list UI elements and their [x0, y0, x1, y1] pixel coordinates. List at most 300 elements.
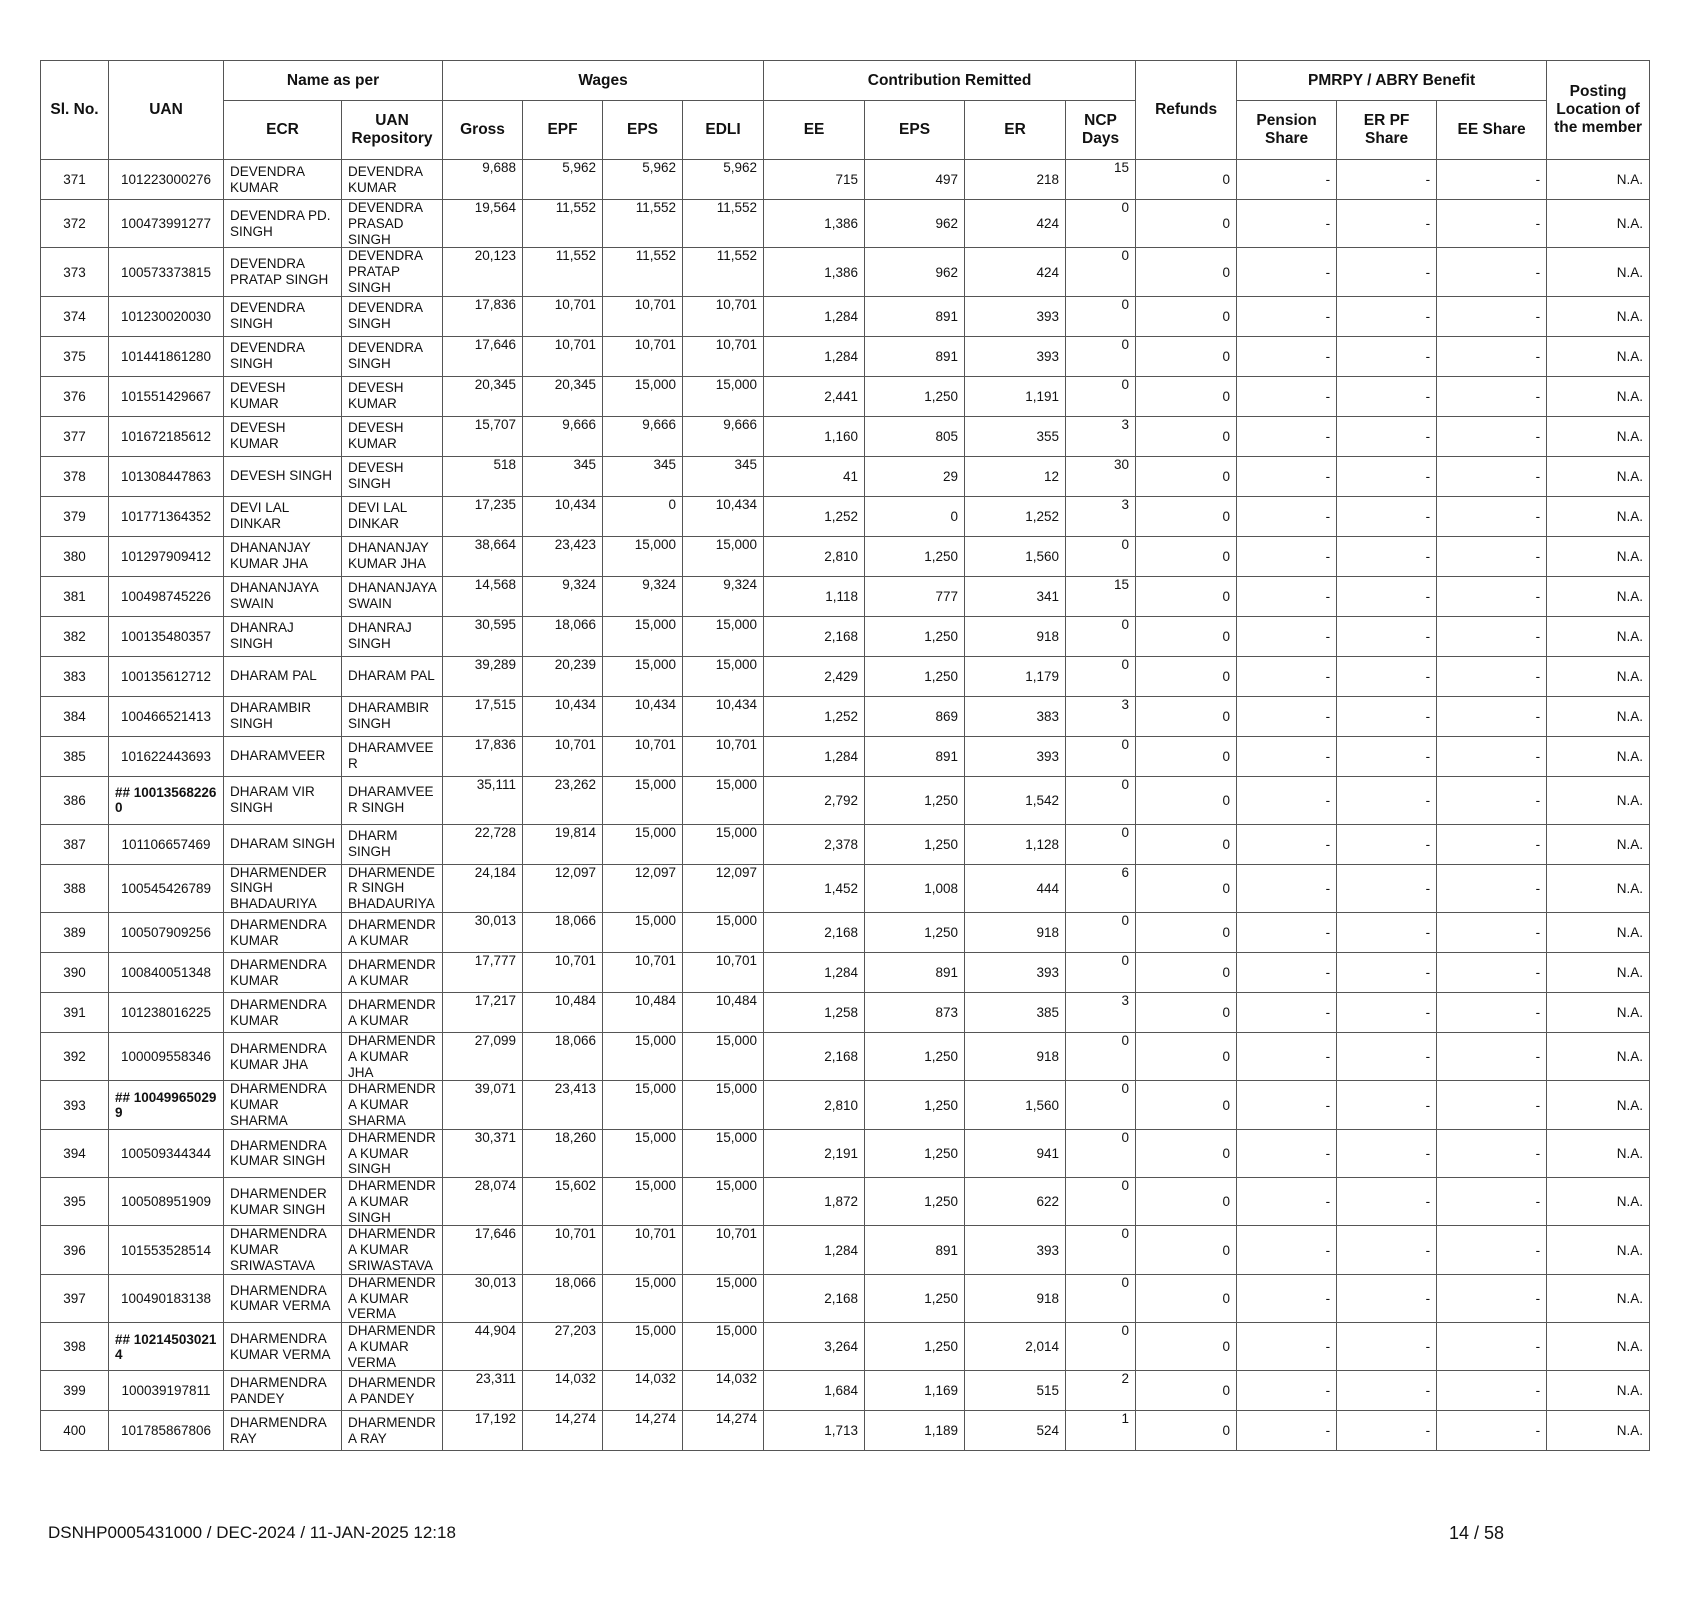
- cell-ncp-days: 0: [1066, 736, 1136, 776]
- cell-refunds: 0: [1136, 1411, 1237, 1451]
- cell-sl-no: 394: [41, 1129, 109, 1177]
- cell-er: 1,252: [965, 496, 1066, 536]
- cell-ee: 2,168: [764, 1033, 865, 1081]
- cell-contribution-eps: 891: [865, 1226, 965, 1274]
- cell-posting-location: N.A.: [1547, 496, 1650, 536]
- cell-gross: 518: [443, 456, 523, 496]
- cell-pension-share: -: [1237, 536, 1337, 576]
- cell-eps: 10,701: [603, 296, 683, 336]
- cell-posting-location: N.A.: [1547, 536, 1650, 576]
- cell-gross: 35,111: [443, 776, 523, 824]
- cell-contribution-eps: 1,169: [865, 1371, 965, 1411]
- cell-gross: 39,289: [443, 656, 523, 696]
- cell-sl-no: 377: [41, 416, 109, 456]
- cell-posting-location: N.A.: [1547, 736, 1650, 776]
- table-row: [41, 1274, 1650, 1322]
- cell-edli: 10,701: [683, 296, 764, 336]
- cell-er-pf-share: -: [1337, 1274, 1437, 1322]
- cell-uan: 100135480357: [109, 616, 224, 656]
- cell-sl-no: 397: [41, 1274, 109, 1322]
- table-row: [41, 1226, 1650, 1274]
- cell-ncp-days: 0: [1066, 656, 1136, 696]
- cell-eps: 15,000: [603, 376, 683, 416]
- cell-uan-repository-name: DEVENDRA PRATAP SINGH: [342, 248, 443, 296]
- cell-edli: 15,000: [683, 913, 764, 953]
- cell-ecr-name: DHANRAJ SINGH: [224, 616, 342, 656]
- cell-er: 12: [965, 456, 1066, 496]
- cell-ncp-days: 0: [1066, 376, 1136, 416]
- cell-er: 1,179: [965, 656, 1066, 696]
- cell-er: 385: [965, 993, 1066, 1033]
- cell-posting-location: N.A.: [1547, 953, 1650, 993]
- cell-ncp-days: 0: [1066, 1274, 1136, 1322]
- cell-uan-repository-name: DEVENDRA SINGH: [342, 296, 443, 336]
- cell-er-pf-share: -: [1337, 416, 1437, 456]
- cell-uan-repository-name: DHARMENDE R SINGH BHADAURIYA: [342, 864, 443, 912]
- table-body: [41, 160, 1650, 1451]
- cell-uan: 101622443693: [109, 736, 224, 776]
- cell-ncp-days: 0: [1066, 776, 1136, 824]
- cell-uan: 101223000276: [109, 160, 224, 200]
- cell-er: 622: [965, 1178, 1066, 1226]
- cell-edli: 10,701: [683, 336, 764, 376]
- cell-sl-no: 384: [41, 696, 109, 736]
- cell-gross: 27,099: [443, 1033, 523, 1081]
- cell-epf: 19,814: [523, 824, 603, 864]
- cell-eps: 14,032: [603, 1371, 683, 1411]
- cell-contribution-eps: 805: [865, 416, 965, 456]
- cell-uan-repository-name: DHARAMBIR SINGH: [342, 696, 443, 736]
- cell-gross: 44,904: [443, 1323, 523, 1371]
- header-name-as-per: Name as per: [224, 61, 443, 101]
- cell-ee-share: -: [1437, 824, 1547, 864]
- cell-pension-share: -: [1237, 736, 1337, 776]
- cell-pension-share: -: [1237, 248, 1337, 296]
- cell-er: 918: [965, 1274, 1066, 1322]
- cell-epf: 10,434: [523, 696, 603, 736]
- cell-er-pf-share: -: [1337, 1178, 1437, 1226]
- cell-ncp-days: 0: [1066, 200, 1136, 248]
- cell-posting-location: N.A.: [1547, 1178, 1650, 1226]
- table-row: [41, 376, 1650, 416]
- cell-ee-share: -: [1437, 160, 1547, 200]
- cell-ncp-days: 0: [1066, 953, 1136, 993]
- cell-pension-share: -: [1237, 160, 1337, 200]
- cell-ecr-name: DHARAMVEER: [224, 736, 342, 776]
- table-row: [41, 864, 1650, 912]
- cell-uan: 100473991277: [109, 200, 224, 248]
- header-pmrpy-abry: PMRPY / ABRY Benefit: [1237, 61, 1547, 101]
- cell-ee: 2,810: [764, 536, 865, 576]
- cell-epf: 15,602: [523, 1178, 603, 1226]
- cell-ecr-name: DHARMENDRA KUMAR SINGH: [224, 1129, 342, 1177]
- cell-eps: 15,000: [603, 1178, 683, 1226]
- cell-ee-share: -: [1437, 696, 1547, 736]
- cell-gross: 14,568: [443, 576, 523, 616]
- cell-gross: 17,836: [443, 296, 523, 336]
- cell-eps: 9,666: [603, 416, 683, 456]
- cell-sl-no: 393: [41, 1081, 109, 1129]
- cell-er: 1,191: [965, 376, 1066, 416]
- cell-eps: 10,701: [603, 736, 683, 776]
- cell-ee: 1,684: [764, 1371, 865, 1411]
- cell-uan: ## 10049965029 9: [109, 1081, 224, 1129]
- cell-er: 393: [965, 953, 1066, 993]
- cell-ecr-name: DEVENDRA SINGH: [224, 336, 342, 376]
- cell-posting-location: N.A.: [1547, 1226, 1650, 1274]
- header-edli: EDLI: [683, 101, 764, 160]
- cell-gross: 28,074: [443, 1178, 523, 1226]
- header-gross: Gross: [443, 101, 523, 160]
- cell-posting-location: N.A.: [1547, 376, 1650, 416]
- cell-gross: 17,836: [443, 736, 523, 776]
- cell-edli: 15,000: [683, 1178, 764, 1226]
- cell-sl-no: 388: [41, 864, 109, 912]
- cell-ecr-name: DEVESH KUMAR: [224, 376, 342, 416]
- cell-eps: 15,000: [603, 1081, 683, 1129]
- cell-er-pf-share: -: [1337, 656, 1437, 696]
- cell-ee-share: -: [1437, 616, 1547, 656]
- cell-gross: 30,013: [443, 1274, 523, 1322]
- cell-uan: 100545426789: [109, 864, 224, 912]
- cell-eps: 15,000: [603, 1274, 683, 1322]
- cell-posting-location: N.A.: [1547, 1323, 1650, 1371]
- cell-epf: 11,552: [523, 200, 603, 248]
- cell-edli: 10,701: [683, 736, 764, 776]
- header-er-pf-share: ER PF Share: [1337, 101, 1437, 160]
- cell-epf: 9,666: [523, 416, 603, 456]
- cell-ee: 2,792: [764, 776, 865, 824]
- cell-er: 1,560: [965, 536, 1066, 576]
- cell-ee: 2,810: [764, 1081, 865, 1129]
- cell-pension-share: -: [1237, 456, 1337, 496]
- cell-ecr-name: DHARMENDRA PANDEY: [224, 1371, 342, 1411]
- cell-er-pf-share: -: [1337, 913, 1437, 953]
- cell-sl-no: 398: [41, 1323, 109, 1371]
- header-wages: Wages: [443, 61, 764, 101]
- cell-epf: 20,239: [523, 656, 603, 696]
- cell-epf: 10,701: [523, 736, 603, 776]
- cell-pension-share: -: [1237, 376, 1337, 416]
- cell-er-pf-share: -: [1337, 1033, 1437, 1081]
- cell-gross: 38,664: [443, 536, 523, 576]
- cell-posting-location: N.A.: [1547, 1129, 1650, 1177]
- cell-uan: 101771364352: [109, 496, 224, 536]
- cell-gross: 24,184: [443, 864, 523, 912]
- cell-ecr-name: DEVENDRA PD. SINGH: [224, 200, 342, 248]
- cell-ee: 3,264: [764, 1323, 865, 1371]
- cell-pension-share: -: [1237, 296, 1337, 336]
- cell-refunds: 0: [1136, 864, 1237, 912]
- cell-sl-no: 387: [41, 824, 109, 864]
- cell-ee: 715: [764, 160, 865, 200]
- cell-edli: 15,000: [683, 536, 764, 576]
- cell-refunds: 0: [1136, 200, 1237, 248]
- cell-er-pf-share: -: [1337, 456, 1437, 496]
- cell-refunds: 0: [1136, 1274, 1237, 1322]
- cell-uan-repository-name: DHARMENDR A KUMAR SHARMA: [342, 1081, 443, 1129]
- cell-ncp-days: 3: [1066, 993, 1136, 1033]
- cell-sl-no: 378: [41, 456, 109, 496]
- cell-gross: 20,345: [443, 376, 523, 416]
- cell-er: 444: [965, 864, 1066, 912]
- cell-uan: ## 10214503021 4: [109, 1323, 224, 1371]
- cell-uan: 100490183138: [109, 1274, 224, 1322]
- cell-refunds: 0: [1136, 993, 1237, 1033]
- cell-ecr-name: DHANANJAY KUMAR JHA: [224, 536, 342, 576]
- cell-er: 515: [965, 1371, 1066, 1411]
- cell-posting-location: N.A.: [1547, 913, 1650, 953]
- cell-posting-location: N.A.: [1547, 200, 1650, 248]
- cell-gross: 17,646: [443, 336, 523, 376]
- header-epf: EPF: [523, 101, 603, 160]
- cell-epf: 20,345: [523, 376, 603, 416]
- cell-gross: 22,728: [443, 824, 523, 864]
- header-posting-location: Posting Location of the member: [1547, 61, 1650, 160]
- cell-er-pf-share: -: [1337, 536, 1437, 576]
- cell-ee-share: -: [1437, 1129, 1547, 1177]
- cell-refunds: 0: [1136, 913, 1237, 953]
- cell-epf: 23,262: [523, 776, 603, 824]
- cell-refunds: 0: [1136, 1323, 1237, 1371]
- cell-contribution-eps: 0: [865, 496, 965, 536]
- table-row: [41, 776, 1650, 824]
- cell-pension-share: -: [1237, 1081, 1337, 1129]
- cell-sl-no: 381: [41, 576, 109, 616]
- header-pension-share: Pension Share: [1237, 101, 1337, 160]
- table-row: [41, 1371, 1650, 1411]
- cell-contribution-eps: 873: [865, 993, 965, 1033]
- cell-ee-share: -: [1437, 736, 1547, 776]
- cell-ee: 1,386: [764, 200, 865, 248]
- cell-er-pf-share: -: [1337, 776, 1437, 824]
- cell-epf: 10,701: [523, 1226, 603, 1274]
- cell-uan: 101553528514: [109, 1226, 224, 1274]
- cell-pension-share: -: [1237, 1411, 1337, 1451]
- cell-edli: 9,324: [683, 576, 764, 616]
- table-row: [41, 616, 1650, 656]
- table-row: [41, 1411, 1650, 1451]
- cell-pension-share: -: [1237, 824, 1337, 864]
- cell-epf: 14,032: [523, 1371, 603, 1411]
- cell-ecr-name: DHARMENDRA KUMAR: [224, 953, 342, 993]
- cell-refunds: 0: [1136, 953, 1237, 993]
- cell-ncp-days: 30: [1066, 456, 1136, 496]
- cell-contribution-eps: 1,008: [865, 864, 965, 912]
- cell-uan-repository-name: DHARMENDR A KUMAR VERMA: [342, 1274, 443, 1322]
- cell-ee-share: -: [1437, 913, 1547, 953]
- cell-sl-no: 389: [41, 913, 109, 953]
- cell-pension-share: -: [1237, 1323, 1337, 1371]
- cell-refunds: 0: [1136, 824, 1237, 864]
- cell-er-pf-share: -: [1337, 1081, 1437, 1129]
- cell-ee: 2,168: [764, 913, 865, 953]
- cell-pension-share: -: [1237, 1226, 1337, 1274]
- cell-contribution-eps: 1,250: [865, 1129, 965, 1177]
- cell-gross: 17,646: [443, 1226, 523, 1274]
- cell-ee: 1,252: [764, 496, 865, 536]
- cell-pension-share: -: [1237, 953, 1337, 993]
- cell-uan: 100135612712: [109, 656, 224, 696]
- cell-epf: 10,484: [523, 993, 603, 1033]
- cell-posting-location: N.A.: [1547, 776, 1650, 824]
- cell-uan: 100498745226: [109, 576, 224, 616]
- cell-eps: 15,000: [603, 1323, 683, 1371]
- cell-sl-no: 374: [41, 296, 109, 336]
- cell-er: 393: [965, 296, 1066, 336]
- cell-eps: 9,324: [603, 576, 683, 616]
- cell-gross: 20,123: [443, 248, 523, 296]
- cell-er-pf-share: -: [1337, 296, 1437, 336]
- cell-contribution-eps: 1,250: [865, 1323, 965, 1371]
- cell-er-pf-share: -: [1337, 824, 1437, 864]
- cell-refunds: 0: [1136, 1371, 1237, 1411]
- cell-ee-share: -: [1437, 1033, 1547, 1081]
- cell-uan: 100509344344: [109, 1129, 224, 1177]
- cell-refunds: 0: [1136, 1178, 1237, 1226]
- cell-sl-no: 399: [41, 1371, 109, 1411]
- cell-sl-no: 386: [41, 776, 109, 824]
- cell-pension-share: -: [1237, 200, 1337, 248]
- footer-page-number: 14 / 58: [1449, 1523, 1505, 1543]
- cell-ecr-name: DHARAMBIR SINGH: [224, 696, 342, 736]
- cell-eps: 345: [603, 456, 683, 496]
- cell-uan-repository-name: DHARMENDR A KUMAR SINGH: [342, 1129, 443, 1177]
- cell-ecr-name: DHARMENDRA KUMAR JHA: [224, 1033, 342, 1081]
- cell-gross: 19,564: [443, 200, 523, 248]
- cell-uan: 101238016225: [109, 993, 224, 1033]
- cell-er: 393: [965, 336, 1066, 376]
- cell-sl-no: 395: [41, 1178, 109, 1226]
- cell-uan-repository-name: DEVENDRA PRASAD SINGH: [342, 200, 443, 248]
- cell-contribution-eps: 891: [865, 736, 965, 776]
- cell-posting-location: N.A.: [1547, 864, 1650, 912]
- cell-ee: 1,118: [764, 576, 865, 616]
- cell-epf: 10,701: [523, 296, 603, 336]
- cell-contribution-eps: 497: [865, 160, 965, 200]
- cell-ee-share: -: [1437, 1081, 1547, 1129]
- cell-edli: 15,000: [683, 1274, 764, 1322]
- cell-sl-no: 400: [41, 1411, 109, 1451]
- cell-ee: 2,168: [764, 1274, 865, 1322]
- cell-epf: 10,701: [523, 953, 603, 993]
- cell-edli: 15,000: [683, 824, 764, 864]
- cell-ee-share: -: [1437, 776, 1547, 824]
- cell-er-pf-share: -: [1337, 160, 1437, 200]
- cell-ee: 1,252: [764, 696, 865, 736]
- cell-eps: 10,701: [603, 1226, 683, 1274]
- cell-contribution-eps: 1,250: [865, 1081, 965, 1129]
- cell-contribution-eps: 1,250: [865, 656, 965, 696]
- cell-uan: 100573373815: [109, 248, 224, 296]
- cell-ee: 1,284: [764, 736, 865, 776]
- cell-ncp-days: 0: [1066, 616, 1136, 656]
- cell-posting-location: N.A.: [1547, 336, 1650, 376]
- cell-pension-share: -: [1237, 496, 1337, 536]
- cell-pension-share: -: [1237, 576, 1337, 616]
- cell-refunds: 0: [1136, 656, 1237, 696]
- cell-refunds: 0: [1136, 576, 1237, 616]
- cell-uan-repository-name: DEVESH KUMAR: [342, 376, 443, 416]
- cell-er: 524: [965, 1411, 1066, 1451]
- cell-ee: 2,378: [764, 824, 865, 864]
- cell-refunds: 0: [1136, 1129, 1237, 1177]
- cell-sl-no: 371: [41, 160, 109, 200]
- cell-uan: 100039197811: [109, 1371, 224, 1411]
- cell-uan-repository-name: DHARAM PAL: [342, 656, 443, 696]
- table-row: [41, 200, 1650, 248]
- cell-edli: 15,000: [683, 1129, 764, 1177]
- cell-posting-location: N.A.: [1547, 696, 1650, 736]
- cell-pension-share: -: [1237, 864, 1337, 912]
- cell-ecr-name: DEVESH KUMAR: [224, 416, 342, 456]
- cell-eps: 15,000: [603, 1033, 683, 1081]
- cell-ee: 1,284: [764, 296, 865, 336]
- cell-eps: 10,701: [603, 336, 683, 376]
- cell-ee-share: -: [1437, 336, 1547, 376]
- header-contribution-eps: EPS: [865, 101, 965, 160]
- cell-epf: 11,552: [523, 248, 603, 296]
- cell-uan-repository-name: DHARMENDR A KUMAR: [342, 913, 443, 953]
- cell-eps: 15,000: [603, 536, 683, 576]
- cell-eps: 12,097: [603, 864, 683, 912]
- cell-er: 393: [965, 1226, 1066, 1274]
- cell-posting-location: N.A.: [1547, 456, 1650, 496]
- cell-er-pf-share: -: [1337, 953, 1437, 993]
- table-row: [41, 1323, 1650, 1371]
- cell-ncp-days: 0: [1066, 296, 1136, 336]
- cell-posting-location: N.A.: [1547, 160, 1650, 200]
- cell-ee: 1,284: [764, 953, 865, 993]
- cell-pension-share: -: [1237, 336, 1337, 376]
- header-uan: UAN: [109, 61, 224, 160]
- cell-er: 918: [965, 913, 1066, 953]
- cell-posting-location: N.A.: [1547, 656, 1650, 696]
- cell-edli: 12,097: [683, 864, 764, 912]
- cell-eps: 14,274: [603, 1411, 683, 1451]
- cell-refunds: 0: [1136, 1033, 1237, 1081]
- cell-contribution-eps: 1,250: [865, 913, 965, 953]
- cell-ecr-name: DHARAM VIR SINGH: [224, 776, 342, 824]
- cell-uan-repository-name: DHANANJAY KUMAR JHA: [342, 536, 443, 576]
- cell-er-pf-share: -: [1337, 200, 1437, 248]
- cell-ee: 1,713: [764, 1411, 865, 1451]
- cell-uan-repository-name: DEVENDRA SINGH: [342, 336, 443, 376]
- cell-ncp-days: 0: [1066, 248, 1136, 296]
- cell-gross: 30,013: [443, 913, 523, 953]
- cell-refunds: 0: [1136, 296, 1237, 336]
- cell-ee-share: -: [1437, 576, 1547, 616]
- cell-uan: 101785867806: [109, 1411, 224, 1451]
- cell-er-pf-share: -: [1337, 496, 1437, 536]
- cell-ee: 2,429: [764, 656, 865, 696]
- cell-uan: 101441861280: [109, 336, 224, 376]
- cell-refunds: 0: [1136, 696, 1237, 736]
- header-refunds: Refunds: [1136, 61, 1237, 160]
- header-ee: EE: [764, 101, 865, 160]
- cell-edli: 15,000: [683, 1081, 764, 1129]
- cell-ecr-name: DHARMENDRA KUMAR VERMA: [224, 1323, 342, 1371]
- cell-ee: 1,386: [764, 248, 865, 296]
- header-sl-no: Sl. No.: [41, 61, 109, 160]
- cell-ncp-days: 1: [1066, 1411, 1136, 1451]
- cell-ncp-days: 15: [1066, 576, 1136, 616]
- cell-ecr-name: DEVESH SINGH: [224, 456, 342, 496]
- cell-ee: 1,872: [764, 1178, 865, 1226]
- cell-pension-share: -: [1237, 696, 1337, 736]
- cell-epf: 10,434: [523, 496, 603, 536]
- cell-contribution-eps: 1,250: [865, 824, 965, 864]
